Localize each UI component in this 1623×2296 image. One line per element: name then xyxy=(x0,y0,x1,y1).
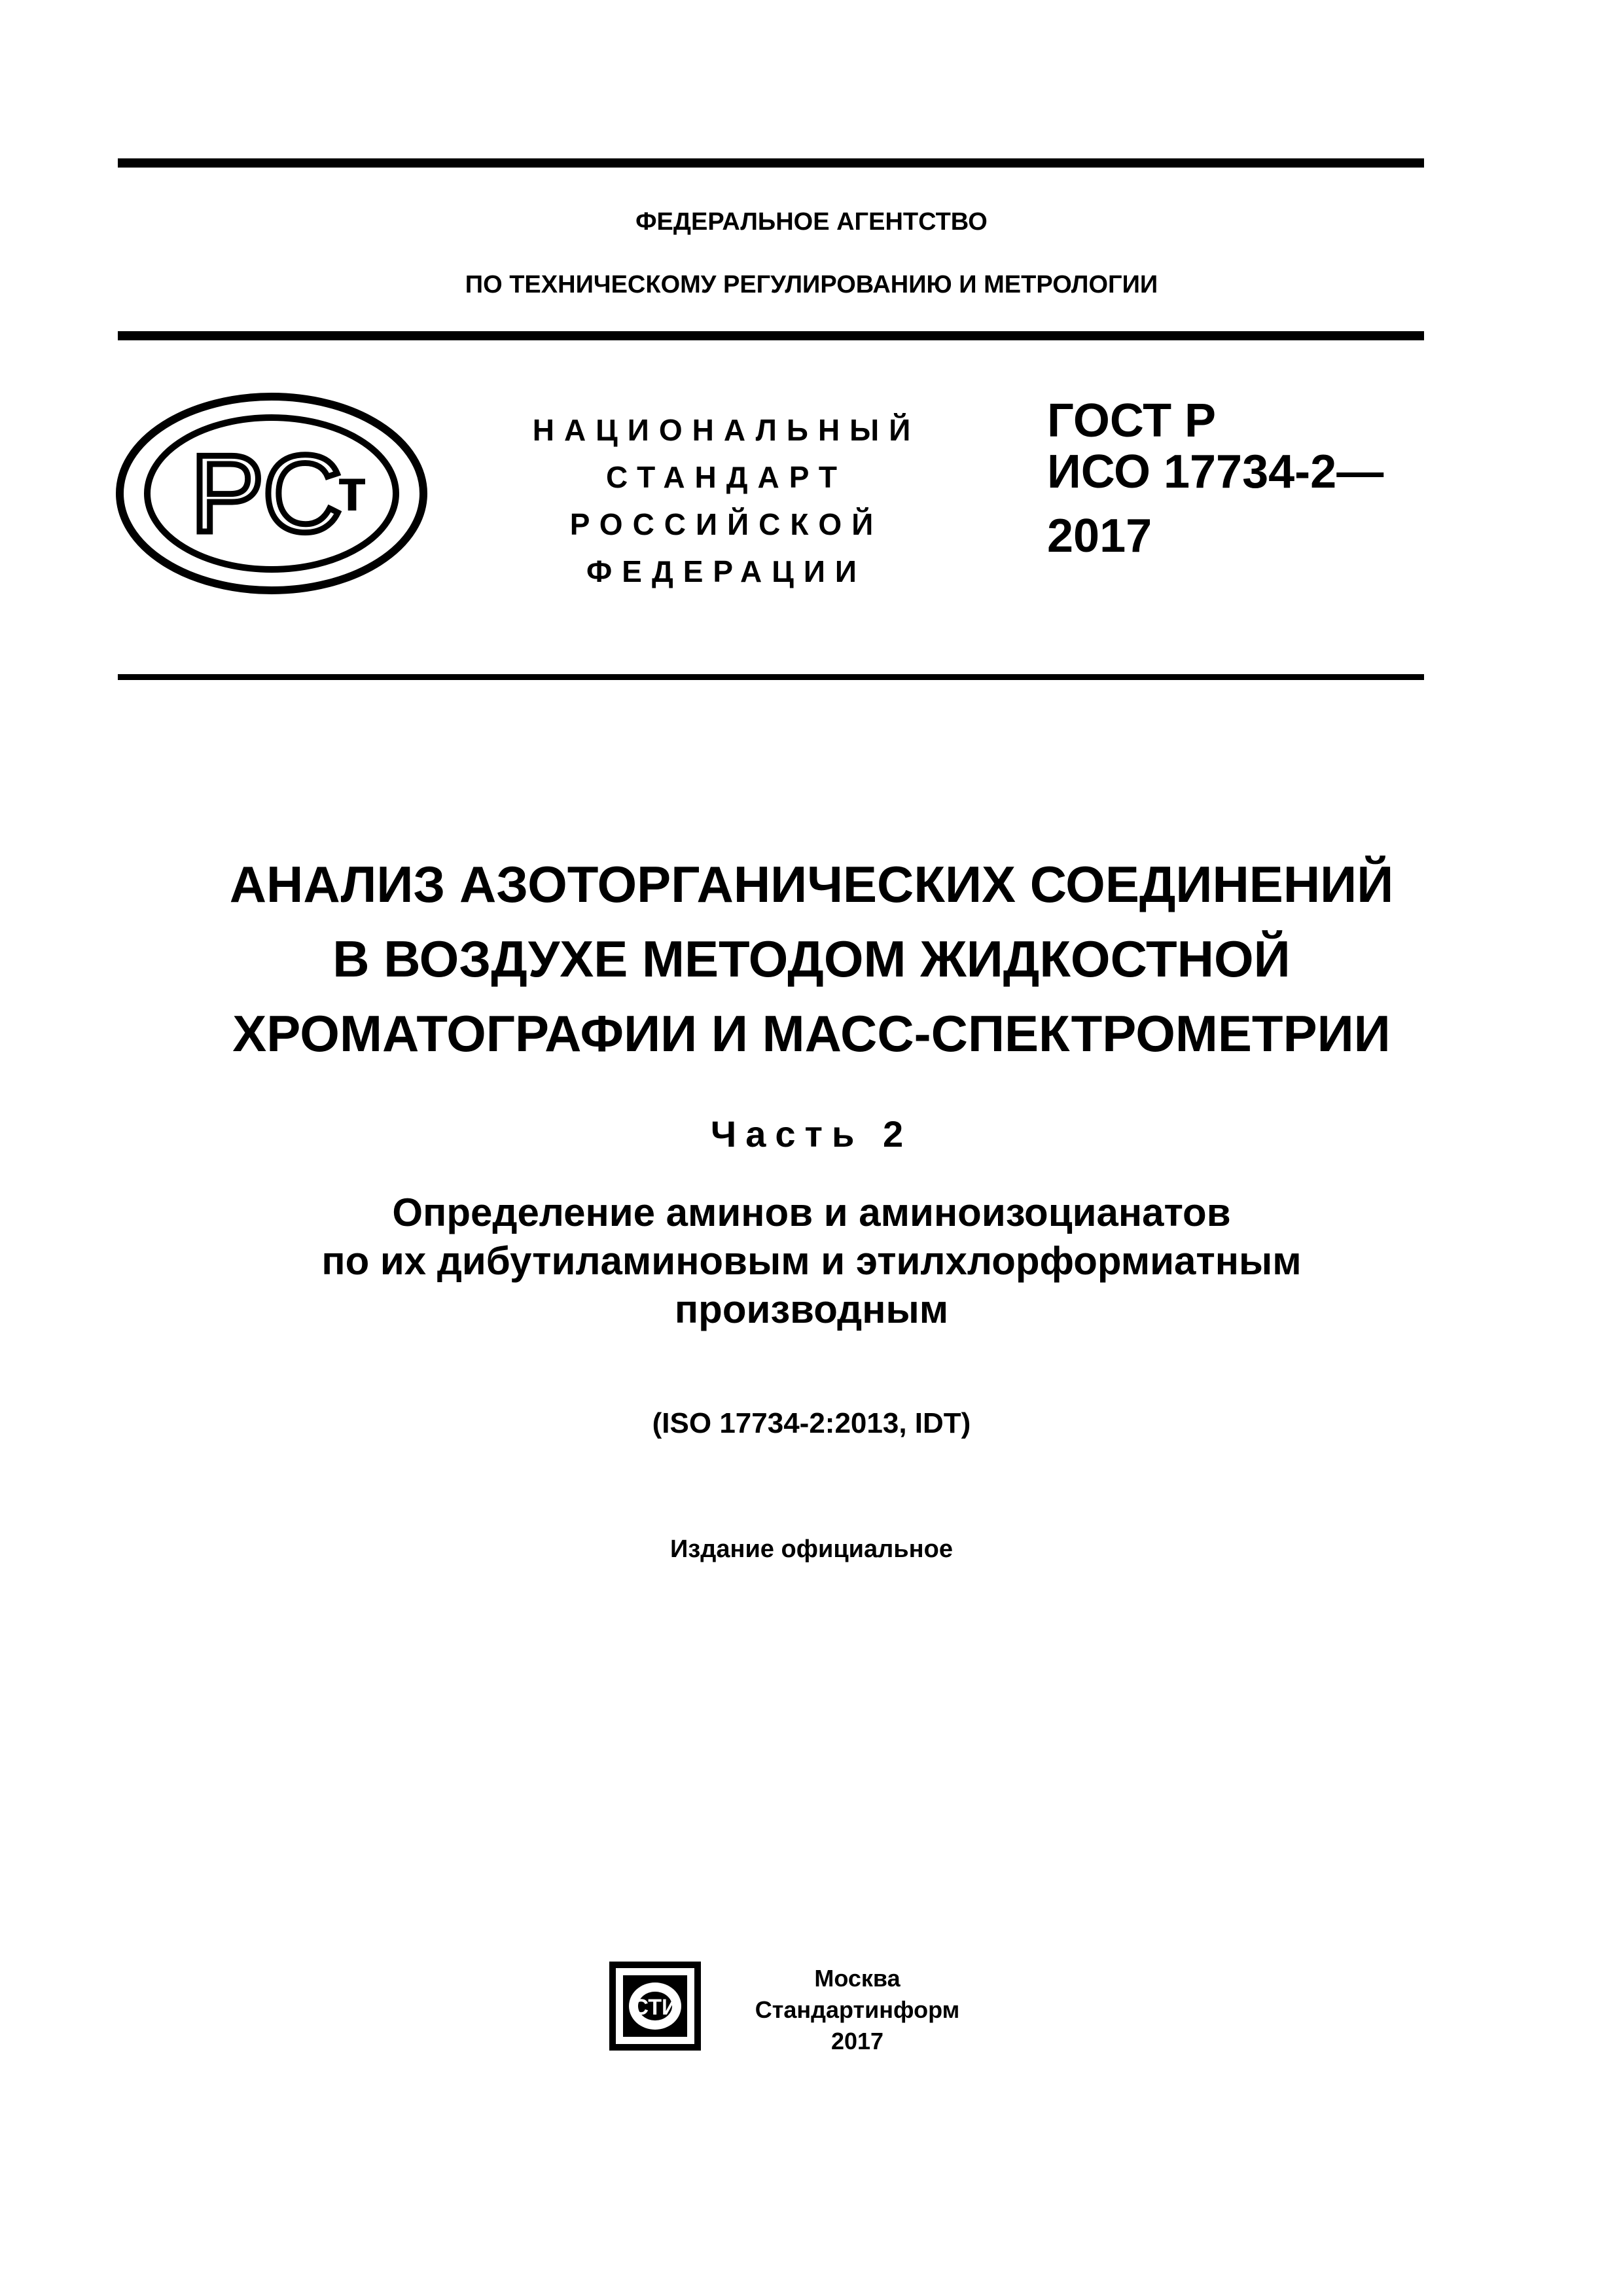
iso-reference: (ISO 17734-2:2013, IDT) xyxy=(652,1407,971,1439)
subtitle-line-3: производным xyxy=(674,1287,949,1331)
svg-text:РС: РС xyxy=(190,432,342,555)
national-standard-line-2: СТАНДАРТ xyxy=(606,460,847,494)
designation-line-3: 2017 xyxy=(1047,510,1152,562)
title-line-3: ХРОМАТОГРАФИИ И МАСС-СПЕКТРОМЕТРИИ xyxy=(232,1005,1391,1062)
national-standard-line-1: НАЦИОНАЛЬНЫЙ xyxy=(532,413,921,447)
svg-text:т: т xyxy=(337,457,367,524)
title-line-1: АНАЛИЗ АЗОТОРГАНИЧЕСКИХ СОЕДИНЕНИЙ xyxy=(229,855,1394,913)
designation-line-2: ИСО 17734-2— xyxy=(1047,446,1384,498)
agency-line-1: ФЕДЕРАЛЬНОЕ АГЕНТСТВО xyxy=(635,208,988,236)
rst-logo-icon xyxy=(115,391,429,596)
subtitle-line-2: по их дибутиламиновым и этилхлорформиатным xyxy=(321,1239,1302,1283)
publisher-city: Москва xyxy=(814,1965,901,1992)
edition-label: Издание официальное xyxy=(670,1535,953,1563)
agency-line-2: ПО ТЕХНИЧЕСКОМУ РЕГУЛИРОВАНИЮ И МЕТРОЛОГИИ xyxy=(465,271,1158,298)
publisher-name: Стандартинформ xyxy=(755,1996,960,2023)
part-label: Часть 2 xyxy=(710,1113,913,1155)
national-standard-line-3: РОССИЙСКОЙ xyxy=(569,507,883,541)
top-rule xyxy=(118,158,1424,168)
header-rule xyxy=(118,331,1424,340)
publisher-logo-text: СТИ xyxy=(632,1995,678,2020)
national-standard-line-4: ФЕДЕРАЦИИ xyxy=(586,554,866,588)
publisher-year: 2017 xyxy=(830,2028,884,2054)
standartinform-logo-icon xyxy=(609,1961,702,2051)
designation-rule xyxy=(118,674,1424,680)
designation-line-1: ГОСТ Р xyxy=(1047,395,1217,447)
title-line-2: В ВОЗДУХЕ МЕТОДОМ ЖИДКОСТНОЙ xyxy=(332,930,1291,988)
subtitle-line-1: Определение аминов и аминоизоцианатов xyxy=(392,1191,1231,1234)
